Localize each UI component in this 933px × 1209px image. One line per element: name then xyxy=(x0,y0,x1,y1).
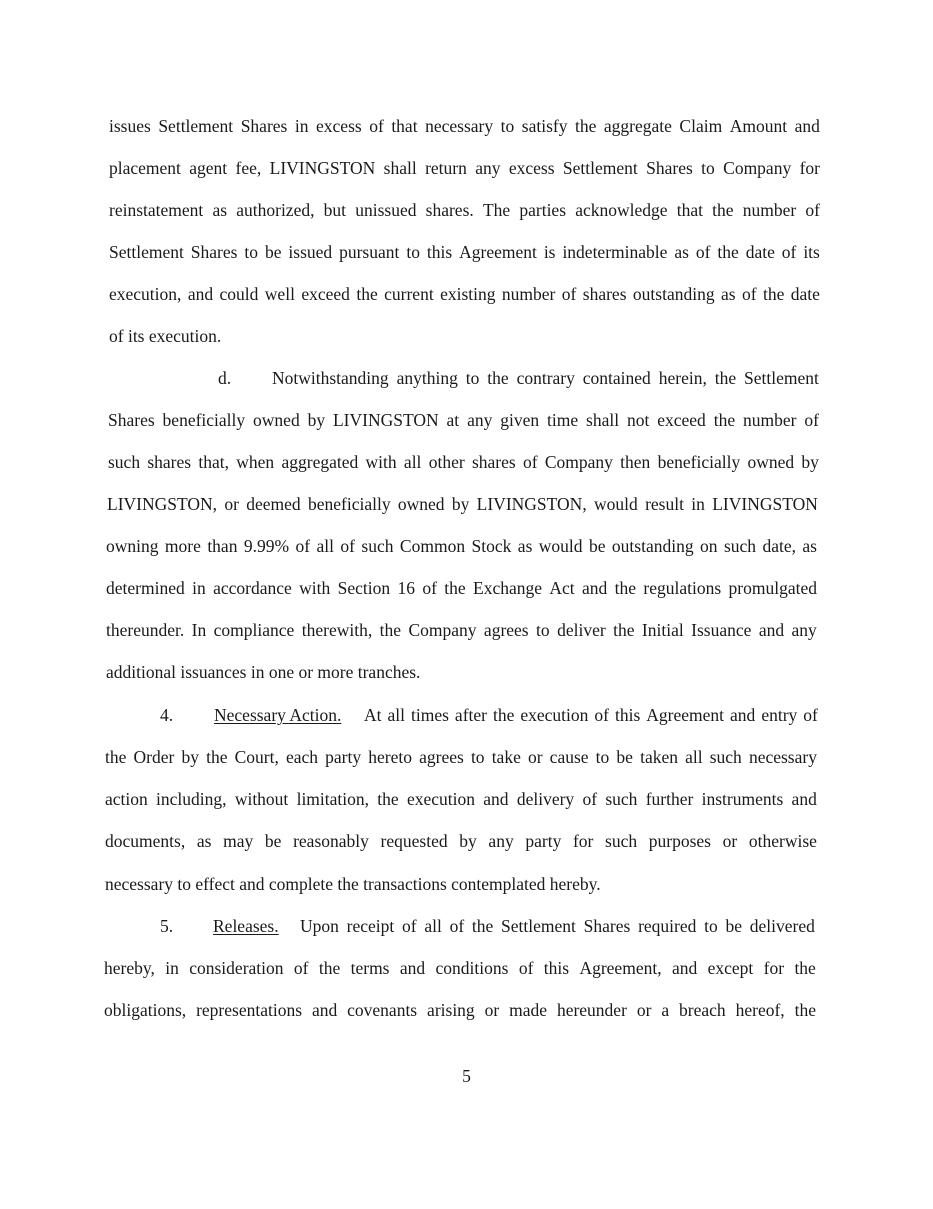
text-line: At all times after the execution of this Agreement and entry of xyxy=(364,705,818,725)
section-heading: Necessary Action. xyxy=(214,705,342,725)
text-line: owning more than 9.99% of all of such Common Stock as would be outstanding on such date, as xyxy=(106,536,817,556)
text-line: placement agent fee, LIVINGSTON shall return any excess Settlement Shares to Company for xyxy=(109,158,820,178)
subsection-label: d. xyxy=(218,368,232,388)
text-line: execution, and could well exceed the current existing number of shares outstanding as of the date xyxy=(109,284,820,304)
text-line: thereunder. In compliance therewith, the Company agrees to deliver the Initial Issuance and any xyxy=(106,620,817,640)
text-line: of its execution. xyxy=(109,326,222,346)
section-heading: Releases. xyxy=(213,916,279,936)
text-line: obligations, representations and covenants arising or made hereunder or a breach hereof, the xyxy=(104,1000,816,1020)
text-line: additional issuances in one or more tranches. xyxy=(106,662,421,682)
text-line: determined in accordance with Section 16 of the Exchange Act and the regulations promulgated xyxy=(106,578,817,598)
text-line: necessary to effect and complete the transactions contemplated hereby. xyxy=(105,874,601,894)
section-number: 5. xyxy=(160,916,174,936)
text-line: such shares that, when aggregated with all other shares of Company then beneficially owned by xyxy=(108,452,819,472)
text-line: Settlement Shares to be issued pursuant to this Agreement is indeterminable as of the date of its xyxy=(109,242,820,262)
section-number: 4. xyxy=(160,705,174,725)
text-line: issues Settlement Shares in excess of that necessary to satisfy the aggregate Claim Amount and xyxy=(109,116,820,136)
text-line: action including, without limitation, the execution and delivery of such further instruments and xyxy=(105,789,817,809)
text-line: Upon receipt of all of the Settlement Shares required to be delivered xyxy=(300,916,815,936)
text-line: the Order by the Court, each party hereto agrees to take or cause to be taken all such necessary xyxy=(105,747,817,767)
text-line: LIVINGSTON, or deemed beneficially owned by LIVINGSTON, would result in LIVINGSTON xyxy=(107,494,818,514)
text-line: documents, as may be reasonably requested by any party for such purposes or otherwise xyxy=(105,831,817,851)
page-number: 5 xyxy=(462,1066,471,1086)
text-line: Notwithstanding anything to the contrary contained herein, the Settlement xyxy=(272,368,819,388)
text-line: hereby, in consideration of the terms and conditions of this Agreement, and except for the xyxy=(104,958,816,978)
text-line: Shares beneficially owned by LIVINGSTON at any given time shall not exceed the number of xyxy=(108,410,819,430)
text-line: reinstatement as authorized, but unissued shares. The parties acknowledge that the number of xyxy=(109,200,820,220)
